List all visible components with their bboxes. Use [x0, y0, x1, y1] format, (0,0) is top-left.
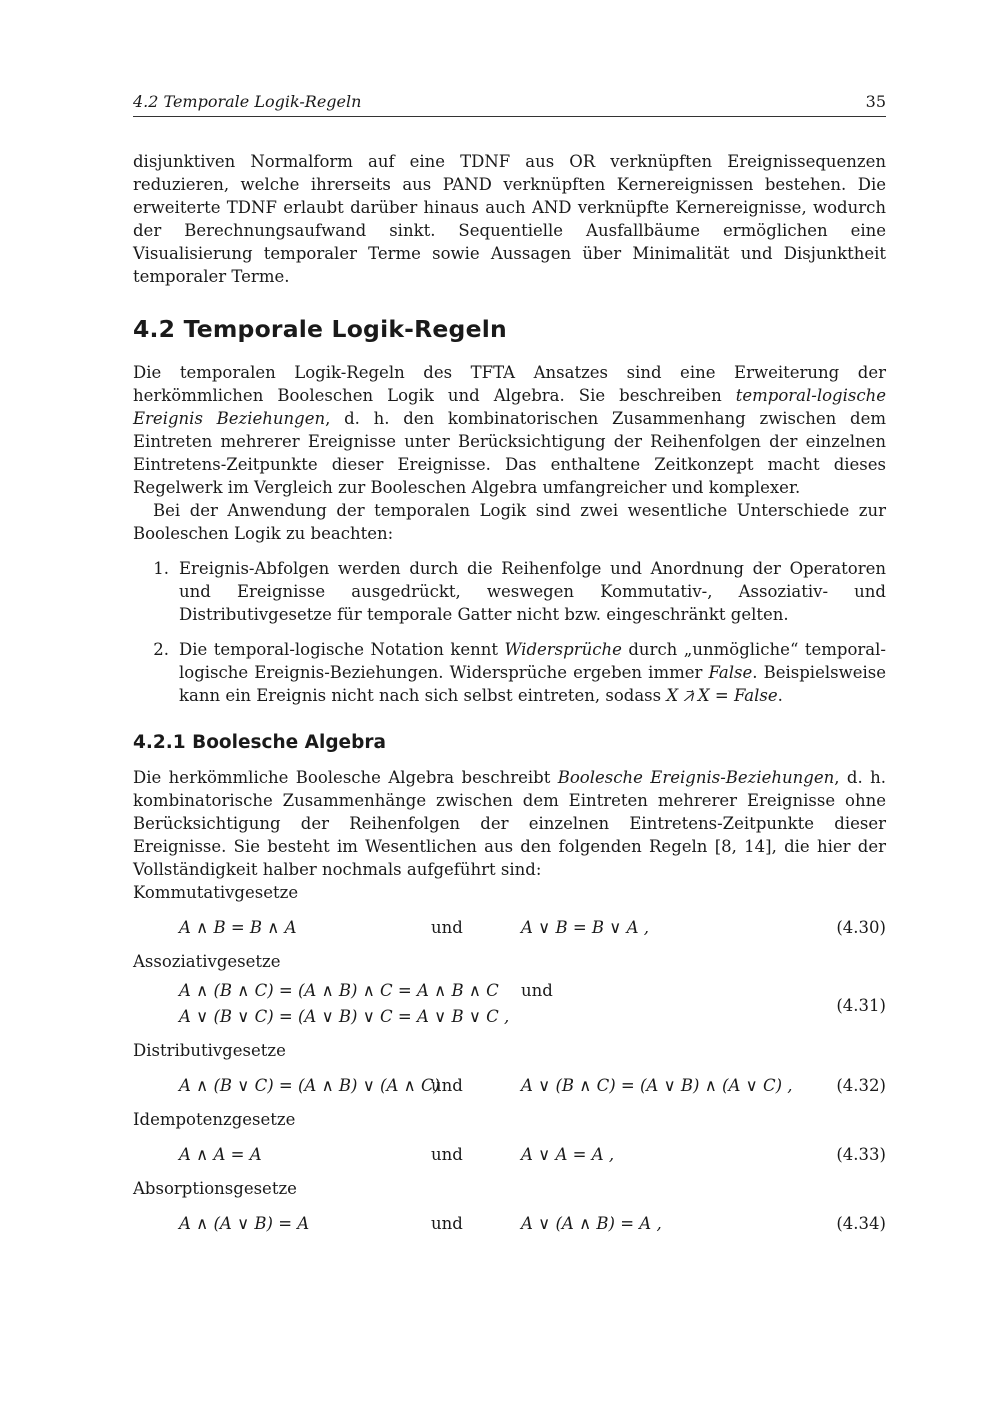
equation-und: und [431, 917, 463, 937]
text-run: . Beispielsweise kann ein Ereignis nicht nach sich selbst eintreten, sodass [179, 663, 886, 705]
law-name-absorption: Absorptionsgesetze [133, 1179, 297, 1198]
subsection-heading: 4.2.1 Boolesche Algebra [133, 732, 386, 753]
equation-number: (4.31) [836, 995, 886, 1015]
text-run: Die temporalen Logik-Regeln des TFTA Ansatzes sind eine Erweiterung der herkömmlichen Booleschen Logik und Algebra. Sie beschreiben [133, 363, 886, 405]
equation-left: A ∧ A = A [179, 1144, 262, 1164]
equation-4-33 [133, 1131, 886, 1177]
running-header [133, 92, 886, 117]
equation-left: A ∧ (B ∨ C) = (A ∧ B) ∨ (A ∧ C) [179, 1075, 441, 1095]
equation-und: und [431, 1075, 463, 1095]
list-number: 1. [153, 559, 169, 578]
equation-4-30 [133, 904, 886, 950]
equation-line-2: A ∨ (B ∨ C) = (A ∨ B) ∨ C = A ∨ B ∨ C , [179, 1007, 510, 1026]
page-body [133, 150, 886, 1246]
list-number: 2. [153, 640, 169, 659]
equation-right: A ∨ A = A , [521, 1144, 615, 1164]
page-number: 35 [865, 92, 886, 111]
subsection-paragraph [133, 766, 886, 881]
emphasis-term: False [708, 663, 753, 682]
text-run: durch „unmögliche“ temporal-logische Ereignis-Beziehungen. Widersprüche ergeben immer [179, 640, 886, 682]
law-name-assoziativ: Assoziativgesetze [133, 952, 281, 971]
text-run: . [777, 686, 783, 705]
law-name-kommutativ: Kommutativgesetze [133, 883, 299, 902]
emphasis-term: temporal-logische Ereignis Beziehungen [133, 386, 886, 428]
equation-4-31 [133, 973, 886, 1039]
equation-number: (4.32) [836, 1075, 886, 1095]
equation-4-32 [133, 1062, 886, 1108]
equation-number: (4.33) [836, 1144, 886, 1164]
text-run: , d. h. kombinatorische Zusammenhänge zwischen dem Eintreten mehrerer Ereignisse ohne Berücksichtigung der Reihenfolgen der einzelnen Eintretens-Zeitpunkte dieser Ereignisse. Sie besteht im Wesentlichen aus den folgenden Regeln [8, 14], die hier der Vollständigkeit halber nochmals aufgeführt sind: [133, 768, 886, 879]
list-item [133, 557, 886, 626]
equation-left: A ∧ B = B ∧ A [179, 917, 297, 937]
text-run: Die herkömmliche Boolesche Algebra beschreibt [133, 768, 558, 787]
equation-number: (4.30) [836, 917, 886, 937]
running-header-title: 4.2 Temporale Logik-Regeln [133, 92, 362, 111]
text-run: , d. h. den kombinatorischen Zusammenhang zwischen dem Eintreten mehrerer Ereignisse unter Berücksichtigung der Reihenfolgen der einzelnen Eintretens-Zeitpunkte dieser Ereignisse. Das enthaltene Zeitkonzept macht dieses Regelwerk im Vergleich zur Booleschen Algebra umfangreicher und komplexer. [133, 409, 886, 497]
equation-und: und [431, 1144, 463, 1164]
differences-list [133, 557, 886, 707]
emphasis-term: Widersprüche [504, 640, 622, 659]
equation-right: A ∨ (A ∧ B) = A , [521, 1213, 662, 1233]
equation-right: A ∨ (B ∧ C) = (A ∨ B) ∧ (A ∨ C) , [521, 1075, 793, 1095]
intro-paragraph: disjunktiven Normalform auf eine TDNF aus OR verknüpften Ereignissequenzen reduzieren, welche ihrerseits aus PAND verknüpften Kernereignissen bestehen. Die erweiterte TDNF erlaubt darüber hinaus auch AND verknüpfte Kernereignisse, wodurch der Berechnungsaufwand sinkt. Sequentielle Ausfallbäume ermöglichen eine Visualisierung temporaler Terme sowie Aussagen über Minimalität und Disjunktheit temporaler Terme. [133, 152, 886, 286]
section-heading: 4.2 Temporale Logik-Regeln [133, 315, 507, 343]
list-item [133, 638, 886, 707]
section-paragraph-1 [133, 361, 886, 499]
law-name-idempotenz: Idempotenzgesetze [133, 1110, 296, 1129]
equation-right: A ∨ B = B ∨ A , [521, 917, 650, 937]
list-text [179, 638, 886, 707]
section-paragraph-2: Bei der Anwendung der temporalen Logik sind zwei wesentliche Unterschiede zur Booleschen Logik zu beachten: [133, 501, 886, 543]
equation-und: und [521, 981, 553, 1000]
list-text: Ereignis-Abfolgen werden durch die Reihenfolge und Anordnung der Operatoren und Ereignisse ausgedrückt, weswegen Kommutativ-, Assoziativ- und Distributivgesetze für temporale Gatter nicht bzw. eingeschränkt gelten. [179, 559, 886, 624]
emphasis-term: Boolesche Ereignis-Beziehungen [557, 768, 835, 787]
equation-left: A ∧ (A ∨ B) = A [179, 1213, 310, 1233]
text-run: Die temporal-logische Notation kennt [179, 640, 505, 659]
equation-line-1: A ∧ (B ∧ C) = (A ∧ B) ∧ C = A ∧ B ∧ C [179, 981, 499, 1000]
inline-formula: X ⩘⃗ X = False [666, 686, 778, 705]
equation-und: und [431, 1213, 463, 1233]
law-name-distributiv: Distributivgesetze [133, 1041, 286, 1060]
equation-number: (4.34) [836, 1213, 886, 1233]
equation-lines [133, 979, 521, 1031]
equation-4-34 [133, 1200, 886, 1246]
